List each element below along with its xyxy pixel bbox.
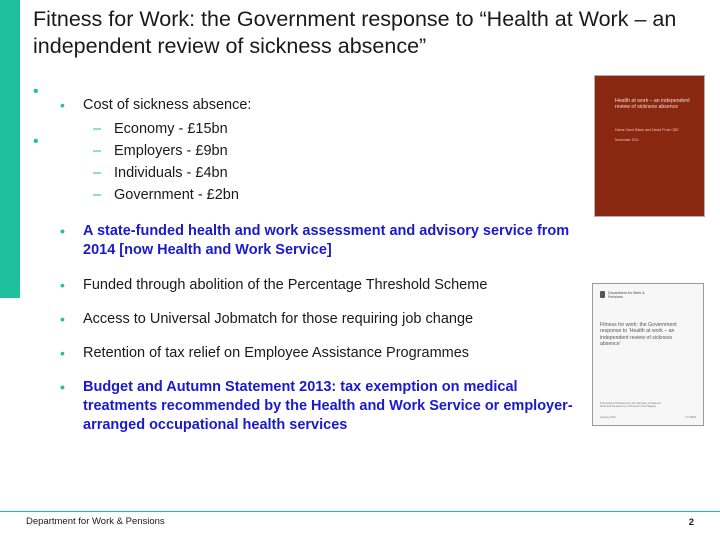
bullet-cost bbox=[60, 96, 585, 206]
empty-bullet-2: • bbox=[33, 133, 39, 150]
cover-department: Department for Work & Pensions bbox=[608, 291, 645, 299]
footer-divider bbox=[0, 511, 720, 512]
review-cover-image bbox=[595, 76, 704, 216]
bullet-text: Retention of tax relief on Employee Assistance Programmes bbox=[83, 345, 470, 361]
bullet-dot: • bbox=[60, 97, 65, 113]
dash-icon: – bbox=[93, 165, 102, 181]
bullet-text: Budget and Autumn Statement 2013: tax exemption on medical treatments recommended by the Health and Work Service or employer-arranged occupational health services bbox=[83, 379, 573, 433]
page-number: 2 bbox=[688, 517, 694, 528]
bullet-text: Access to Universal Jobmatch for those requiring job change bbox=[83, 311, 474, 327]
sub-item-government: – Government - £2bn bbox=[83, 184, 585, 206]
cover-authors: Dame Carol Black and David Frost CBE bbox=[615, 128, 679, 132]
crest-icon bbox=[600, 291, 605, 298]
bullet-dot: • bbox=[60, 311, 65, 327]
dash-icon: – bbox=[93, 143, 102, 159]
empty-bullet-1: • bbox=[33, 83, 39, 100]
cover-title: Fitness for work: the Government response to ‘Health at work – an independent review of sickness absence’ bbox=[600, 322, 677, 348]
sub-item-individuals: – Individuals - £4bn bbox=[83, 162, 585, 184]
bullet-tax-exemption bbox=[60, 378, 585, 435]
bullet-text: Funded through abolition of the Percentage Threshold Scheme bbox=[83, 277, 488, 293]
dash-icon: – bbox=[93, 121, 102, 137]
bullet-jobmatch bbox=[60, 310, 585, 329]
bullet-funding bbox=[60, 276, 585, 295]
bullet-dot: • bbox=[60, 379, 65, 395]
bullet-dot: • bbox=[60, 223, 65, 239]
sub-item-economy: – Economy - £15bn bbox=[83, 118, 585, 140]
cost-breakdown-list bbox=[83, 118, 585, 206]
bullet-list bbox=[60, 96, 585, 435]
bullet-tax-relief bbox=[60, 344, 585, 363]
response-cover-image bbox=[593, 284, 703, 425]
sub-item-employers: – Employers - £9bn bbox=[83, 140, 585, 162]
accent-bar bbox=[0, 0, 20, 298]
footer-department: Department for Work & Pensions bbox=[26, 516, 165, 527]
bullet-text: A state-funded health and work assessment and advisory service from 2014 [now Health and Work Service] bbox=[83, 223, 570, 258]
cover-note: Presented to Parliament by the Secretary of State for Work and Pensions by Command of Her Majesty bbox=[600, 402, 661, 409]
dash-icon: – bbox=[93, 187, 102, 203]
bullet-text: Cost of sickness absence: bbox=[83, 97, 252, 113]
cover-date: November 2011 bbox=[615, 138, 639, 142]
slide-title: Fitness for Work: the Government response to “Health at Work – an independent review of sickness absence” bbox=[33, 7, 677, 58]
bullet-health-work-service bbox=[60, 222, 585, 260]
cover-footer-right: Cm 8523 bbox=[685, 416, 696, 419]
cover-footer-left: January 2013 bbox=[600, 416, 616, 419]
cover-title: Health at work – an independent review of sickness absence bbox=[615, 98, 690, 110]
bullet-dot: • bbox=[60, 277, 65, 293]
bullet-dot: • bbox=[60, 345, 65, 361]
